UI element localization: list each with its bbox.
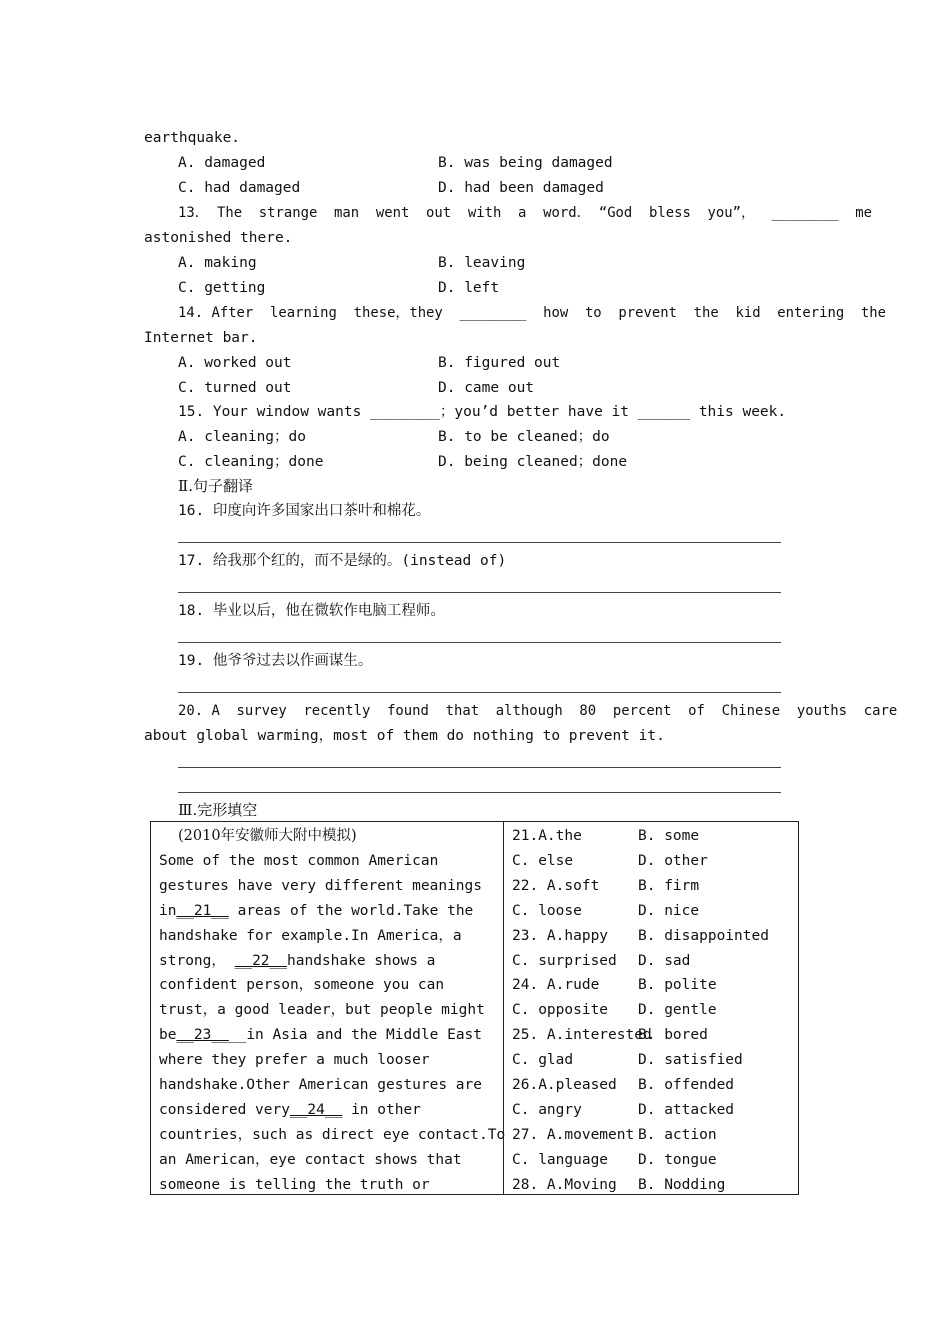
answer-line[interactable] (178, 792, 781, 793)
cloze-blank[interactable]: __21__ (176, 902, 229, 919)
option-right: D. gentle (638, 1002, 717, 1019)
q14-stem: 14. After learning these，they ________ how to prevent the kid entering the (178, 305, 887, 321)
passage-line: where they prefer a much looser (159, 1052, 430, 1069)
passage-line: Some of the most common American (159, 852, 439, 869)
option-right: D. attacked (638, 1101, 735, 1118)
option-right: B. polite (638, 977, 717, 994)
q15-option-c: C. cleaning；done (178, 454, 324, 470)
option-right: D. nice (638, 902, 700, 919)
option-left: C. glad (512, 1052, 574, 1069)
passage-line: strong， __22__handshake shows a (159, 952, 436, 969)
q12-option-a: A. damaged (178, 155, 266, 171)
answer-line[interactable] (178, 542, 781, 543)
q17-prompt: 17. 给我那个红的，而不是绿的。(instead of) (178, 553, 507, 569)
cloze-blank[interactable]: __24__ (289, 1101, 343, 1118)
q12-option-b: B. was being damaged (438, 155, 613, 171)
option-right: B. bored (638, 1027, 708, 1044)
option-left: 28. A.Moving (512, 1176, 617, 1193)
option-left: 26.A.pleased (512, 1077, 617, 1093)
q13-stem-cont: astonished there. (144, 230, 293, 246)
passage-line: in__21__ areas of the world.Take the (159, 902, 474, 919)
option-right: B. some (638, 828, 700, 844)
passage-line: considered very__24__ in other (159, 1101, 421, 1118)
option-right: D. satisfied (638, 1052, 743, 1069)
answer-line[interactable] (178, 592, 781, 593)
option-left: C. angry (512, 1101, 582, 1118)
section-2-heading: Ⅱ.句子翻译 (178, 477, 253, 495)
option-right: D. sad (638, 952, 691, 969)
q14-option-d: D. came out (438, 380, 535, 396)
q13-option-b: B. leaving (438, 255, 526, 271)
option-left: 25. A.interested (512, 1027, 652, 1044)
option-left: C. language (512, 1151, 609, 1168)
answer-line[interactable] (178, 642, 781, 643)
q15-option-a: A. cleaning；do (178, 429, 306, 445)
option-right: D. other (638, 852, 708, 869)
q13-option-d: D. left (438, 280, 500, 296)
option-left: 22. A.soft (512, 877, 600, 894)
q14-option-b: B. figured out (438, 355, 561, 371)
q13-stem: 13． The strange man went out with a word． “God bless you”， ________ me (178, 205, 872, 221)
option-right: D. tongue (638, 1151, 717, 1168)
option-left: C. loose (512, 902, 582, 919)
q13-option-c: C. getting (178, 280, 266, 296)
q15-option-d: D. being cleaned；done (438, 454, 628, 470)
q20-prompt: 20. A survey recently found that although 80 percent of Chinese youths care (178, 703, 898, 719)
option-left: 24. A.rude (512, 977, 600, 994)
passage-line: gestures have very different meanings (159, 877, 483, 894)
q15-stem: 15. Your window wants ________；you’d better have it ______ this week. (178, 404, 787, 420)
passage-line: trust，a good leader，but people might (159, 1002, 485, 1019)
cloze-blank[interactable]: __23__ (176, 1027, 229, 1044)
option-right: B. Nodding (638, 1176, 726, 1193)
q14-option-a: A. worked out (178, 355, 292, 371)
passage-line: handshake.Other American gestures are (159, 1077, 483, 1093)
q12-option-d: D. had been damaged (438, 180, 604, 196)
passage-line: handshake for example.In America，a (159, 927, 462, 944)
q16-prompt: 16. 印度向许多国家出口茶叶和棉花。 (178, 503, 431, 519)
passage-line: countries，such as direct eye contact.To (159, 1126, 506, 1143)
cloze-source: (2010年安徽师大附中模拟) (178, 828, 357, 844)
q12-option-c: C. had damaged (178, 180, 301, 196)
passage-line: be__23____in Asia and the Middle East (159, 1027, 483, 1044)
passage-line: an American，eye contact shows that (159, 1151, 462, 1168)
option-right: B. firm (638, 877, 700, 894)
section-3-heading: Ⅲ.完形填空 (178, 801, 258, 819)
q14-stem-cont: Internet bar. (144, 330, 258, 346)
option-right: B. disappointed (638, 927, 769, 944)
passage-line: confident person，someone you can (159, 977, 445, 994)
q20-prompt-cont: about global warming，most of them do nothing to prevent it. (144, 728, 665, 744)
option-left: C. else (512, 852, 574, 869)
q18-prompt: 18. 毕业以后，他在微软作电脑工程师。 (178, 603, 445, 619)
option-right: B. offended (638, 1077, 735, 1093)
q15-option-b: B. to be cleaned；do (438, 429, 610, 445)
option-right: B. action (638, 1126, 717, 1143)
q13-option-a: A. making (178, 255, 257, 271)
option-left: 21.A.the (512, 828, 582, 844)
option-left: 23. A.happy (512, 927, 609, 944)
q19-prompt: 19. 他爷爷过去以作画谋生。 (178, 653, 373, 669)
answer-line[interactable] (178, 767, 781, 768)
passage-line: someone is telling the truth or (159, 1176, 430, 1193)
option-left: C. surprised (512, 952, 617, 969)
option-left: 27. A.movement (512, 1126, 635, 1143)
q14-option-c: C. turned out (178, 380, 292, 396)
option-left: C. opposite (512, 1002, 609, 1019)
answer-line[interactable] (178, 692, 781, 693)
q12-tail: earthquake. (144, 130, 241, 146)
cloze-blank[interactable]: __22__ (234, 952, 287, 969)
